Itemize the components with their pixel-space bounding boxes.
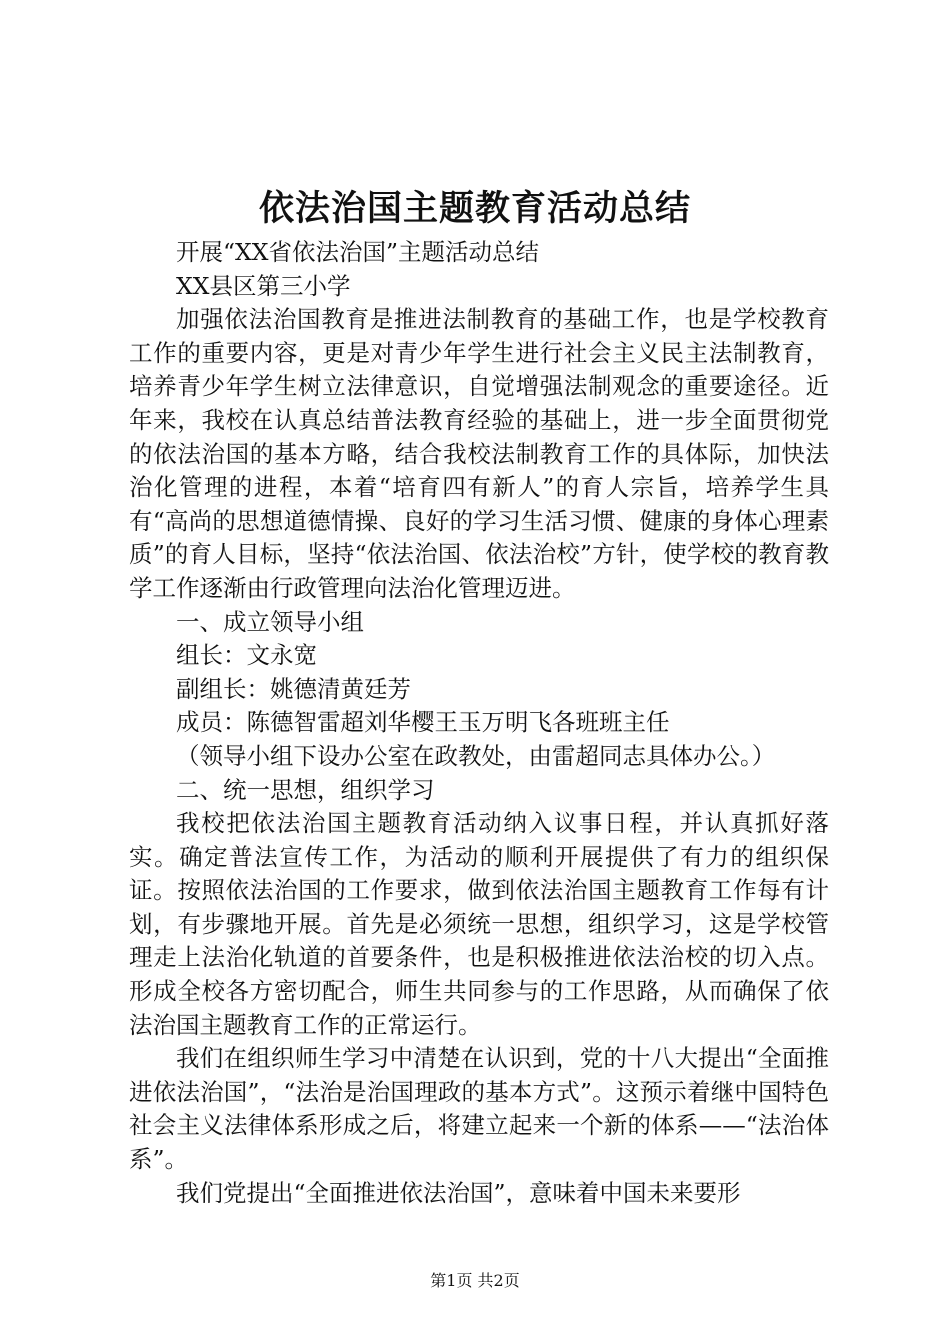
section-heading-2: 二、统一思想，组织学习 [176,775,435,804]
group-leader: 组长：文永宽 [176,641,317,670]
section-heading-1: 一、成立领导小组 [176,607,364,636]
page-number-footer: 第1页 共2页 [430,1271,520,1290]
party-proposal-paragraph: 我们党提出“全面推进依法治国”，意味着中国未来要形 [176,1178,741,1207]
group-deputy-leader: 副组长：姚德清黄廷芳 [176,674,411,703]
intro-paragraph: 加强依法治国教育是推进法制教育的基础工作，也是学校教育工作的重要内容，更是对青少年学生进行社会主义民主法制教育，培养青少年学生树立法律意识，自觉增强法制观念的重要途径。近年来，我校在认真总结普法教育经验的基础上，进一步全面贯彻党的依法治国的基本方略，结合我校法制教育工作的具体际，加快法治化管理的进程，本着“培育四有新人”的育人宗旨，培养学生具有“高尚的思想道德情操、良好的学习生活习惯、健康的身体心理素质”的育人目标，坚持“依法治国、依法治校”方针，使学校的教育教学工作逐渐由行政管理向法治化管理迈进。 [129,305,829,602]
document-title: 依法治国主题教育活动总结 [258,188,691,229]
document-body [129,236,829,1210]
study-paragraph: 我校把依法治国主题教育活动纳入议事日程，并认真抓好落实。确定普法宣传工作，为活动的顺利开展提供了有力的组织保证。按照依法治国的工作要求，做到依法治国主题教育工作每有计划，有步骤地开展。首先是必须统一思想，组织学习，这是学校管理走上法治化轨道的首要条件，也是积极推进依法治校的切入点。形成全校各方密切配合，师生共同参与的工作思路，从而确保了依法治国主题教育工作的正常运行。 [129,809,829,1039]
group-members: 成员：陈德智雷超刘华樱王玉万明飞各班班主任 [176,708,670,737]
school-name: XX县区第三小学 [176,271,351,300]
group-office-note: （领导小组下设办公室在政教处，由雷超同志具体办公。） [176,741,776,770]
eighteenth-congress-paragraph: 我们在组织师生学习中清楚在认识到，党的十八大提出“全面推进依法治国”，“法治是治国理政的基本方式”。这预示着继中国特色社会主义法律体系形成之后，将建立起来一个新的体系——“法治体系”。 [129,1044,829,1174]
subtitle-line: 开展“XX省依法治国”主题活动总结 [176,238,539,266]
